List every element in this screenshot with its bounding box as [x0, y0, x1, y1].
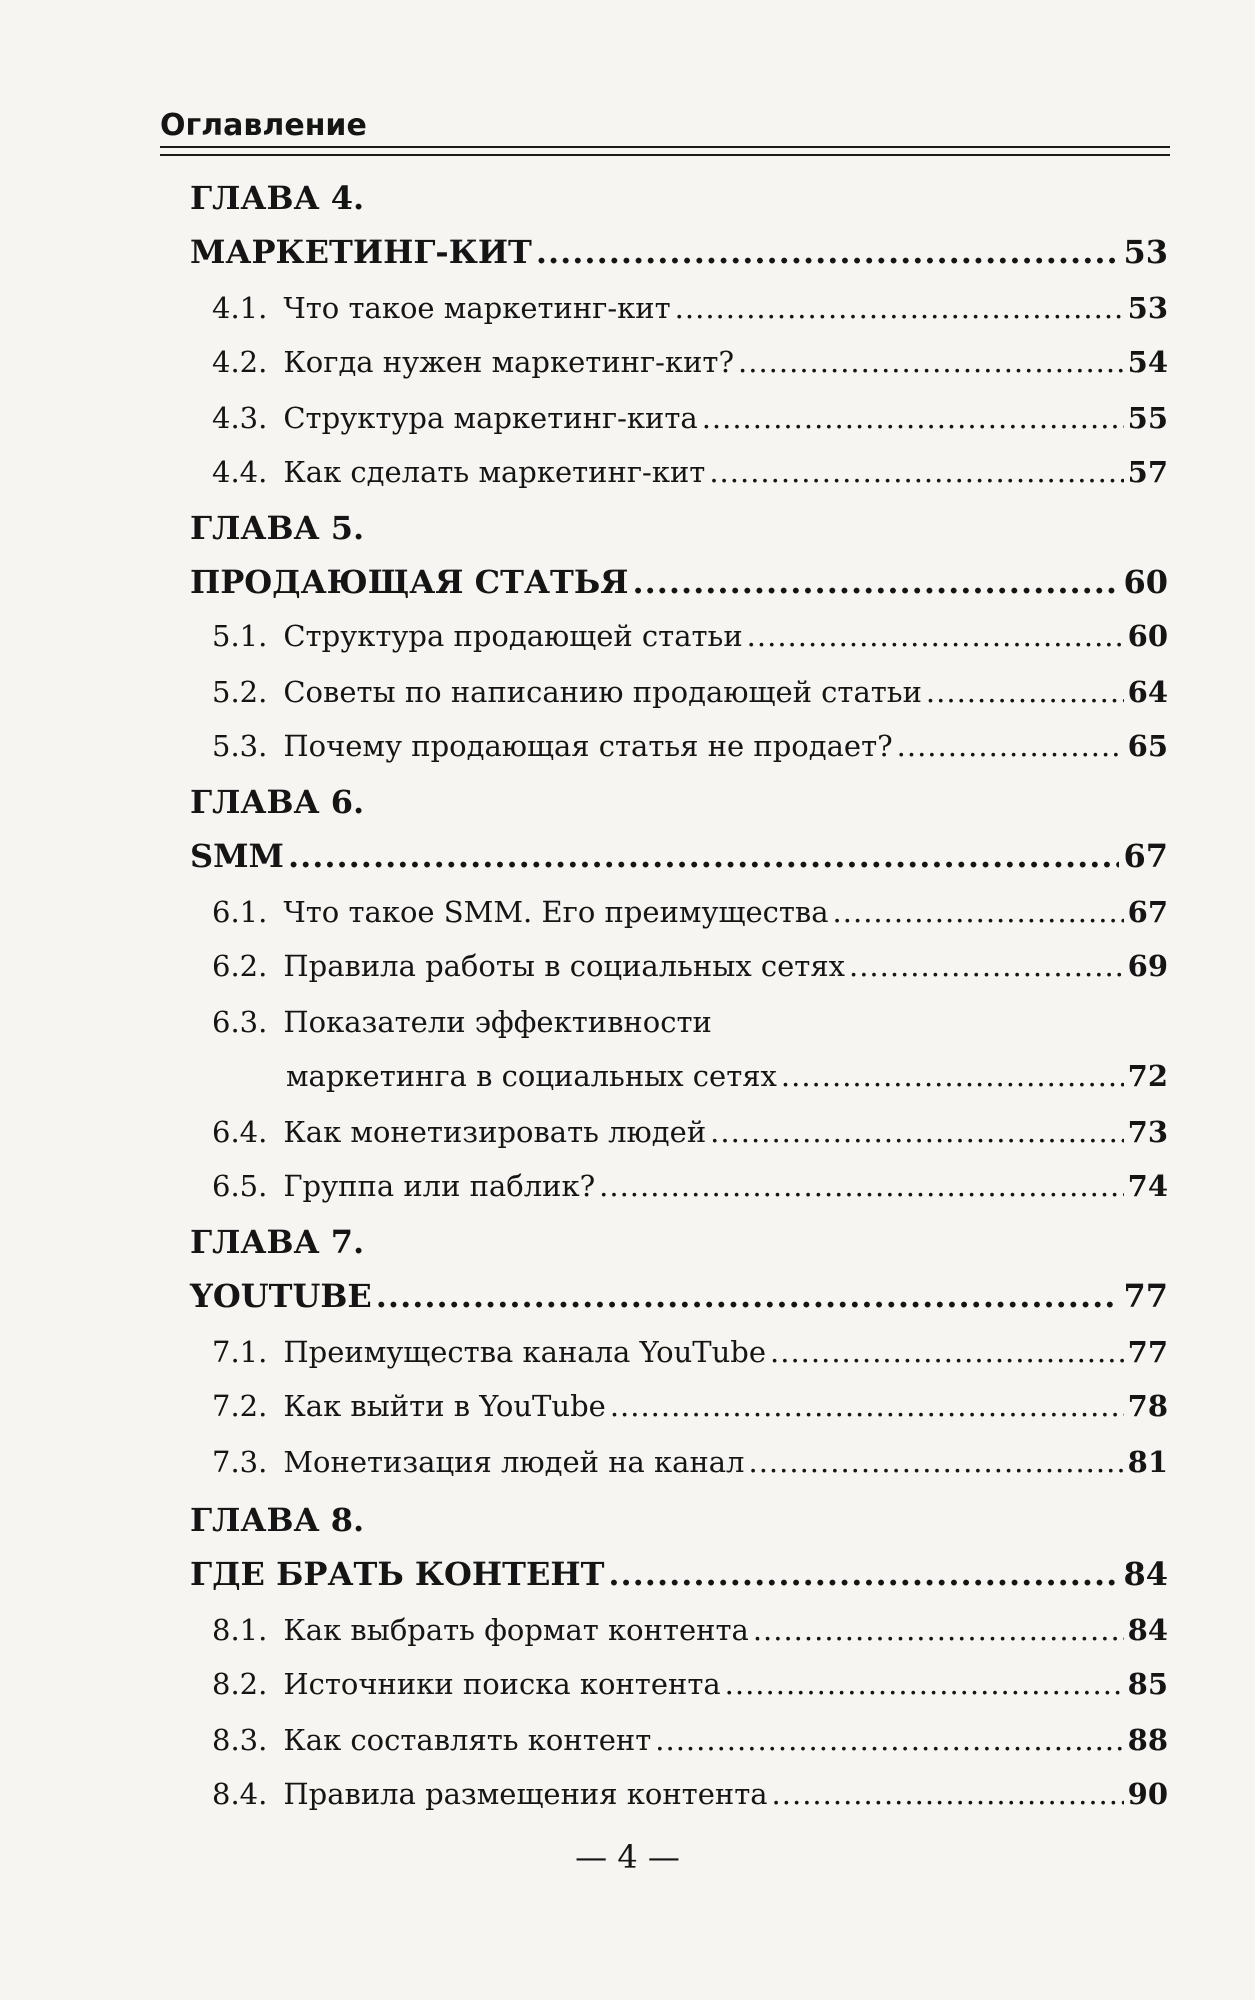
dot-leader — [926, 672, 1124, 712]
chapter-label — [190, 178, 1168, 218]
section-header-title: Оглавление — [160, 108, 367, 143]
entry-text: ГЛАВА 4. — [190, 179, 365, 217]
entry-number: 4.1. — [212, 291, 268, 325]
dot-leader — [536, 232, 1120, 272]
entry-number: 4.2. — [212, 345, 268, 379]
dot-leader — [849, 946, 1124, 986]
dot-leader — [897, 726, 1124, 766]
chapter-label — [190, 1500, 1168, 1540]
dot-leader — [770, 1332, 1124, 1372]
dot-leader — [781, 1056, 1124, 1096]
entry-text: Когда нужен маркетинг-кит? — [283, 345, 735, 379]
toc-entry — [212, 946, 1168, 986]
entry-text: Структура маркетинг-кита — [283, 401, 698, 435]
entry-number: 6.3. — [212, 1005, 268, 1039]
dot-leader — [753, 1610, 1124, 1650]
toc-entry — [212, 1166, 1168, 1206]
entry-text: МАРКЕТИНГ-КИТ — [190, 233, 532, 271]
entry-number: 5.1. — [212, 619, 268, 653]
entry-number: 8.3. — [212, 1723, 268, 1757]
entry-text: Правила размещения контента — [283, 1777, 768, 1811]
chapter-title-line — [190, 1554, 1168, 1594]
entry-number: 4.3. — [212, 401, 268, 435]
toc-entry — [212, 1720, 1168, 1760]
toc-entry — [212, 1332, 1168, 1372]
toc-entry — [212, 1112, 1168, 1152]
entry-text: Что такое маркетинг-кит — [283, 291, 671, 325]
page-ref: 90 — [1127, 1777, 1168, 1811]
entry-text: Правила работы в социальных сетях — [283, 949, 845, 983]
dot-leader — [833, 892, 1124, 932]
toc-entry — [212, 892, 1168, 932]
entry-number: 6.1. — [212, 895, 268, 929]
entry-text: Советы по написанию продающей статьи — [283, 675, 922, 709]
entry-number: 5.3. — [212, 729, 268, 763]
entry-text: SMM — [190, 837, 284, 875]
toc-entry — [212, 672, 1168, 712]
page-ref: 84 — [1123, 1555, 1168, 1593]
entry-number: 7.2. — [212, 1389, 268, 1423]
page-ref: 78 — [1127, 1389, 1168, 1423]
page-ref: 88 — [1127, 1723, 1168, 1757]
page-ref: 72 — [1127, 1059, 1168, 1093]
dot-leader — [709, 452, 1123, 492]
entry-text: Группа или паблик? — [283, 1169, 596, 1203]
entry-text: ГДЕ БРАТЬ КОНТЕНТ — [190, 1555, 605, 1593]
page-ref: 77 — [1127, 1335, 1168, 1369]
page-ref: 69 — [1127, 949, 1168, 983]
page-ref: 67 — [1123, 837, 1168, 875]
toc-entry — [212, 398, 1168, 438]
entry-text: Монетизация людей на канал — [283, 1445, 745, 1479]
entry-text: Как монетизировать людей — [283, 1115, 707, 1149]
toc-entry — [212, 1386, 1168, 1426]
dot-leader — [376, 1276, 1120, 1316]
page-ref: 74 — [1127, 1169, 1168, 1203]
toc-entry — [212, 1442, 1168, 1482]
toc-entry — [212, 288, 1168, 328]
entry-number: 6.2. — [212, 949, 268, 983]
dot-leader — [725, 1664, 1124, 1704]
entry-text: ГЛАВА 5. — [190, 509, 365, 547]
dot-leader — [632, 562, 1119, 602]
chapter-label — [190, 782, 1168, 822]
page-ref: 64 — [1127, 675, 1168, 709]
chapter-label — [190, 508, 1168, 548]
entry-text: Структура продающей статьи — [283, 619, 743, 653]
dot-leader — [738, 342, 1124, 382]
entry-text: Как выйти в YouTube — [283, 1389, 606, 1423]
toc-entry — [212, 616, 1168, 656]
dot-leader — [608, 1554, 1119, 1594]
dot-leader — [710, 1112, 1123, 1152]
page-ref: 54 — [1127, 345, 1168, 379]
page-ref: 65 — [1127, 729, 1168, 763]
dot-leader — [599, 1166, 1124, 1206]
entry-number: 7.3. — [212, 1445, 268, 1479]
entry-text: Как составлять контент — [283, 1723, 652, 1757]
dot-leader — [655, 1720, 1123, 1760]
dot-leader — [702, 398, 1124, 438]
toc-entry — [286, 1056, 1168, 1096]
page-ref: 85 — [1127, 1667, 1168, 1701]
page-ref: 57 — [1127, 455, 1168, 489]
dot-leader — [675, 288, 1124, 328]
entry-number: 6.4. — [212, 1115, 268, 1149]
dot-leader — [747, 616, 1124, 656]
page-ref: 77 — [1123, 1277, 1168, 1315]
entry-text: Преимущества канала YouTube — [283, 1335, 767, 1369]
dot-leader — [288, 836, 1120, 876]
page-ref: 53 — [1123, 233, 1168, 271]
toc-entry — [212, 1002, 1168, 1042]
page-ref: 67 — [1127, 895, 1168, 929]
page-ref: 73 — [1127, 1115, 1168, 1149]
toc-entry — [212, 1610, 1168, 1650]
page-ref: 81 — [1127, 1445, 1168, 1479]
entry-text: Что такое SMM. Его преимущества — [283, 895, 829, 929]
entry-text: ГЛАВА 6. — [190, 783, 365, 821]
chapter-label — [190, 1222, 1168, 1262]
entry-number: 8.4. — [212, 1777, 268, 1811]
entry-number: 8.2. — [212, 1667, 268, 1701]
chapter-title-line — [190, 836, 1168, 876]
entry-text: Показатели эффективности — [283, 1005, 712, 1039]
page-ref: 84 — [1127, 1613, 1168, 1647]
entry-text: Источники поиска контента — [283, 1667, 721, 1701]
chapter-title-line — [190, 562, 1168, 602]
entry-text: YOUTUBE — [190, 1277, 372, 1315]
page-ref: 55 — [1127, 401, 1168, 435]
page-ref: 53 — [1127, 291, 1168, 325]
entry-text: Почему продающая статья не продает? — [283, 729, 893, 763]
entry-text: ПРОДАЮЩАЯ СТАТЬЯ — [190, 563, 629, 601]
entry-text: ГЛАВА 8. — [190, 1501, 365, 1539]
entry-number: 6.5. — [212, 1169, 268, 1203]
entry-text: ГЛАВА 7. — [190, 1223, 365, 1261]
chapter-title-line — [190, 1276, 1168, 1316]
entry-text: Как сделать маркетинг-кит — [283, 455, 706, 489]
dot-leader — [748, 1442, 1123, 1482]
page-ref: 60 — [1123, 563, 1168, 601]
entry-number: 4.4. — [212, 455, 268, 489]
toc-entry — [212, 1664, 1168, 1704]
page-ref: 60 — [1127, 619, 1168, 653]
entry-number: 7.1. — [212, 1335, 268, 1369]
toc-entry — [212, 726, 1168, 766]
dot-leader — [610, 1386, 1124, 1426]
entry-number: 8.1. — [212, 1613, 268, 1647]
toc-entry — [212, 1774, 1168, 1814]
toc-entry — [212, 452, 1168, 492]
page-number: — 4 — — [575, 1838, 680, 1876]
entry-text: Как выбрать формат контента — [283, 1613, 749, 1647]
entry-number: 5.2. — [212, 675, 268, 709]
chapter-title-line — [190, 232, 1168, 272]
entry-text: маркетинга в социальных сетях — [286, 1059, 777, 1093]
dot-leader — [772, 1774, 1124, 1814]
toc-entry — [212, 342, 1168, 382]
